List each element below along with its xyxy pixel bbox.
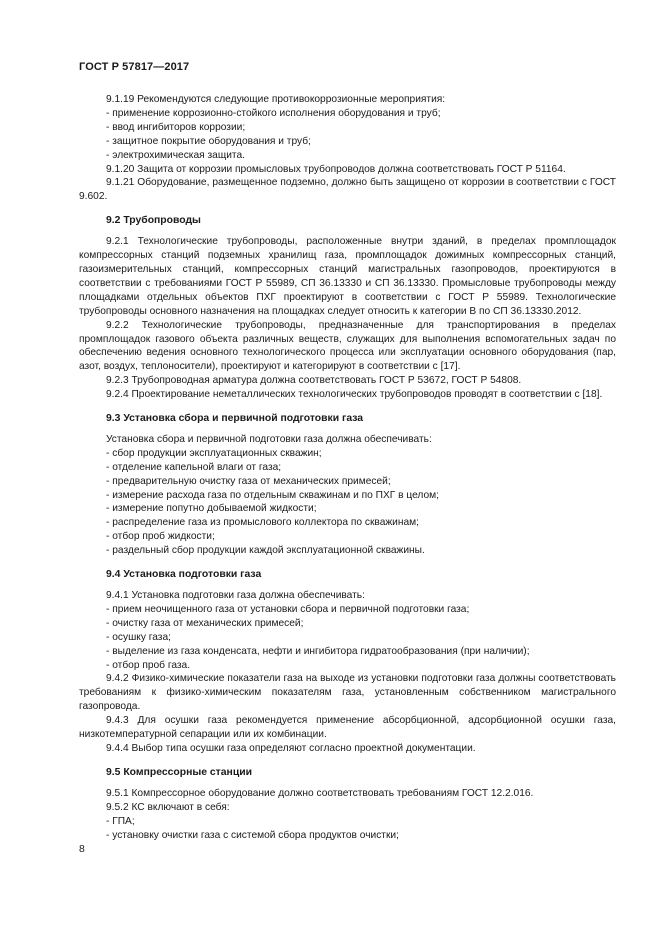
paragraph: 9.4.2 Физико-химические показатели газа на выходе из установки подготовки газа должны соответствовать требованиям к физико-химическим показателям газа, установленным собственником магистрального газопровода. <box>79 673 616 713</box>
page-number: 8 <box>79 844 85 855</box>
list-item: - применение коррозионно-стойкого исполнения оборудования и труб; <box>106 107 441 119</box>
list-item: - установку очистки газа с системой сбора продуктов очистки; <box>106 829 399 841</box>
list-item: - предварительную очистку газа от механических примесей; <box>106 475 391 487</box>
list-item: - очистку газа от механических примесей; <box>106 617 304 629</box>
section-spacer <box>79 204 616 214</box>
section-spacer <box>79 756 616 766</box>
list-item: - сбор продукции эксплуатационных скважин; <box>106 447 322 459</box>
paragraph: 9.2.2 Технологические трубопроводы, предназначенные для транспортирования в пределах промплощадок газового объекта различных веществ, служащих для выполнения вспомогательных задач по обеспечению ведения основного технологического процесса или эксплуатации основного оборудования (пар, азот, воздух, теплоносители), проектируют и категорируют в соответствии с [17]. <box>79 319 616 373</box>
list-item: - раздельный сбор продукции каждой эксплуатационной скважины. <box>106 545 425 557</box>
section-spacer <box>79 558 616 568</box>
document-header: ГОСТ Р 57817—2017 <box>79 61 190 73</box>
paragraph: 9.1.19 Рекомендуются следующие противокоррозионные мероприятия: <box>106 94 446 105</box>
paragraph: 9.4.4 Выбор типа осушки газа определяют согласно проектной документации. <box>106 742 476 754</box>
section-heading: 9.5 Компрессорные станции <box>106 766 252 778</box>
list-item: - измерение расхода газа по отдельным скважинам и по ПХГ в целом; <box>106 489 439 501</box>
paragraph: 9.5.1 Компрессорное оборудование должно соответствовать требованиям ГОСТ 12.2.016. <box>106 787 534 799</box>
list-item: - электрохимическая защита. <box>106 149 245 161</box>
section-heading: 9.2 Трубопроводы <box>106 215 201 227</box>
list-item: - ввод ингибиторов коррозии; <box>106 121 246 133</box>
paragraph: 9.2.3 Трубопроводная арматура должна соответствовать ГОСТ Р 53672, ГОСТ Р 54808. <box>106 375 522 387</box>
section-spacer <box>79 228 616 235</box>
paragraph: 9.4.3 Для осушки газа рекомендуется применение абсорбционной, адсорбционной осушки газа, низкотемпературной сепарации или их комбинации. <box>79 715 616 741</box>
list-item: - защитное покрытие оборудования и труб; <box>106 135 311 147</box>
list-item: - измерение попутно добываемой жидкости; <box>106 503 317 515</box>
paragraph: 9.2.4 Проектирование неметаллических технологических трубопроводов проводят в соответствии с [18]. <box>106 389 603 401</box>
section-spacer <box>79 582 616 589</box>
list-item: - отделение капельной влаги от газа; <box>106 461 282 473</box>
paragraph: 9.2.1 Технологические трубопроводы, расположенные внутри зданий, в пределах промплощадок компрессорных станций подземных хранилищ газа, промплощадок дожимных компрессорных станций, газоизмерительных станций, компрессорных станций магистральных газопроводов, проектируются в соответствии с требованиями ГОСТ Р 55989, СП 36.13330 и СП 36.13330. Промысловые трубопроводы между площадками отдельных объектов ПХГ проектируют в соответствии с ГОСТ Р 55989. Технологические трубопроводы основного назначения на площадках следует относить к категории В по СП 36.13330.2012. <box>79 236 616 317</box>
list-item: - прием неочищенного газа от установки сбора и первичной подготовки газа; <box>106 603 470 615</box>
paragraph: 9.1.20 Защита от коррозии промысловых трубопроводов должна соответствовать ГОСТ Р 51164. <box>106 163 566 175</box>
section-heading: 9.3 Установка сбора и первичной подготовки газа <box>106 413 364 425</box>
list-item: - осушку газа; <box>106 631 171 643</box>
section-spacer <box>79 780 616 787</box>
paragraph: 9.4.1 Установка подготовки газа должна обеспечивать: <box>106 590 365 601</box>
list-item: - отбор проб газа. <box>106 659 191 671</box>
list-item: - выделение из газа конденсата, нефти и ингибитора гидратообразования (при наличии); <box>106 645 530 657</box>
list-item: - ГПА; <box>106 815 135 827</box>
list-item: - отбор проб жидкости; <box>106 531 215 543</box>
section-spacer <box>79 426 616 433</box>
document-body <box>79 93 616 842</box>
section-heading: 9.4 Установка подготовки газа <box>106 569 262 581</box>
list-item: - распределение газа из промыслового коллектора по скважинам; <box>106 517 419 529</box>
paragraph: 9.1.21 Оборудование, размещенное подземно, должно быть защищено от коррозии в соответствии с ГОСТ 9.602. <box>79 177 616 203</box>
paragraph: Установка сбора и первичной подготовки газа должна обеспечивать: <box>106 433 432 445</box>
paragraph: 9.5.2 КС включают в себя: <box>106 801 230 813</box>
section-spacer <box>79 402 616 412</box>
